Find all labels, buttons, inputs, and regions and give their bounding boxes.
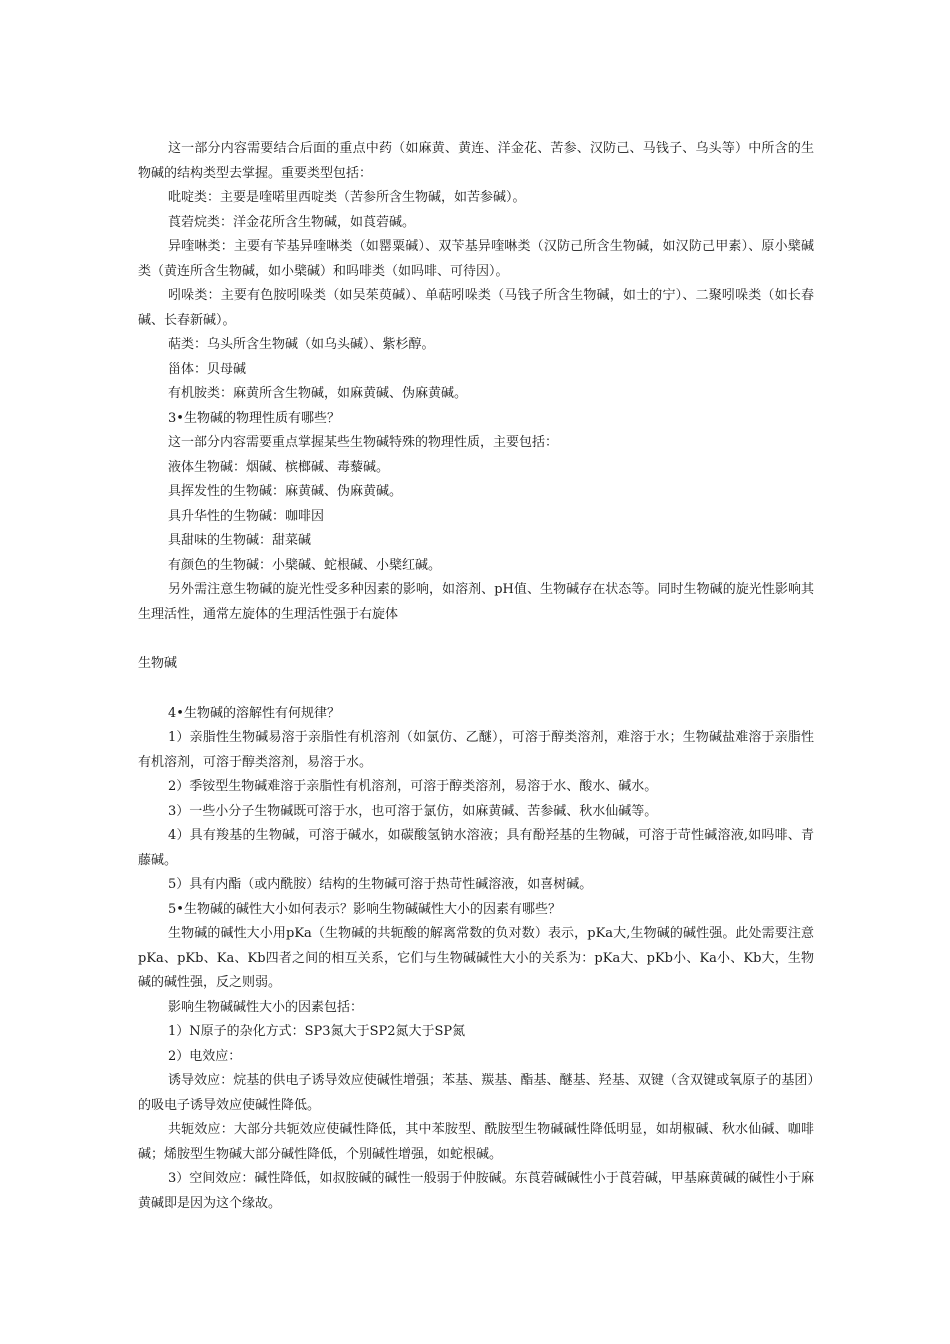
paragraph-isoquinoline: 异喹啉类：主要有苄基异喹啉类（如罂粟碱）、双苄基异喹啉类（汉防己所含生物碱，如汉防己甲素）、原小檗碱类（黄连所含生物碱，如小檗碱）和吗啡类（如吗啡、可待因）。 — [138, 239, 814, 279]
paragraph-volatile-alkaloids: 具挥发性的生物碱：麻黄碱、伪麻黄碱。 — [168, 484, 403, 499]
question-4-heading: 4•生物碱的溶解性有何规律？ — [168, 705, 340, 721]
question-5-heading: 5•生物碱的碱性大小如何表示？影响生物碱碱性大小的因素有哪些？ — [168, 901, 561, 917]
paragraph-sweet-alkaloids: 具甜味的生物碱：甜菜碱 — [168, 533, 312, 548]
paragraph-structure-intro: 这一部分内容需要结合后面的重点中药（如麻黄、黄连、洋金花、苦参、汉防己、马钱子、乌头等）中所含的生物碱的结构类型去掌握。重要类型包括： — [138, 141, 814, 181]
paragraph-steroid: 甾体：贝母碱 — [168, 361, 247, 377]
paragraph-liquid-alkaloids: 液体生物碱：烟碱、槟榔碱、毒藜碱。 — [168, 459, 390, 475]
paragraph-physical-intro: 这一部分内容需要重点掌握某些生物碱特殊的物理性质，主要包括： — [168, 435, 559, 450]
paragraph-inductive-effect: 诱导效应：烷基的供电子诱导效应使碱性增强；苯基、羰基、酯基、醚基、羟基、双键（含双键或氧原子的基团）的吸电子诱导效应使碱性降低。 — [138, 1073, 814, 1113]
question-3-heading: 3•生物碱的物理性质有哪些？ — [168, 410, 340, 426]
paragraph-colored-alkaloids: 有颜色的生物碱：小檗碱、蛇根碱、小檗红碱。 — [168, 557, 442, 573]
paragraph-solubility-1: 1）亲脂性生物碱易溶于亲脂性有机溶剂（如氯仿、乙醚），可溶于醇类溶剂，难溶于水；生物碱盐难溶于亲脂性有机溶剂，可溶于醇类溶剂，易溶于水。 — [138, 730, 814, 770]
paragraph-electronic-effect: 2）电效应： — [168, 1048, 242, 1064]
paragraph-indole: 吲哚类：主要有色胺吲哚类（如吴茱萸碱）、单萜吲哚类（马钱子所含生物碱，如士的宁）、二聚吲哚类（如长春碱、长春新碱）。 — [138, 288, 814, 328]
document-body — [138, 137, 814, 1216]
paragraph-tropane: 莨菪烷类：洋金花所含生物碱，如莨菪碱。 — [168, 214, 416, 230]
paragraph-solubility-5: 5）具有内酯（或内酰胺）结构的生物碱可溶于热苛性碱溶液，如喜树碱。 — [168, 877, 593, 892]
paragraph-steric-effect: 3）空间效应：碱性降低，如叔胺碱的碱性一般弱于仲胺碱。东莨菪碱碱性小于莨菪碱，甲基麻黄碱的碱性小于麻黄碱即是因为这个缘故。 — [138, 1171, 814, 1211]
paragraph-solubility-2: 2）季铵型生物碱难溶于亲脂性有机溶剂，可溶于醇类溶剂，易溶于水、酸水、碱水。 — [168, 779, 658, 794]
paragraph-optical-rotation: 另外需注意生物碱的旋光性受多种因素的影响，如溶剂、pH值、生物碱存在状态等。同时生物碱的旋光性影响其生理活性，通常左旋体的生理活性强于右旋体 — [138, 582, 814, 622]
paragraph-factors-intro: 影响生物碱碱性大小的因素包括： — [168, 999, 364, 1015]
paragraph-conjugation-effect: 共轭效应：大部分共轭效应使碱性降低，其中苯胺型、酰胺型生物碱碱性降低明显，如胡椒碱、秋水仙碱、咖啡碱；烯胺型生物碱大部分碱性降低，个别碱性增强，如蛇根碱。 — [138, 1122, 814, 1162]
paragraph-sublimable-alkaloids: 具升华性的生物碱：咖啡因 — [168, 508, 325, 524]
paragraph-solubility-3: 3）一些小分子生物碱既可溶于水，也可溶于氯仿，如麻黄碱、苦参碱、秋水仙碱等。 — [168, 803, 658, 819]
paragraph-pka-definition: 生物碱的碱性大小用pKa（生物碱的共轭酸的解离常数的负对数）表示，pKa大,生物碱的碱性强。此处需要注意pKa、pKb、Ka、Kb四者之间的相互关系，它们与生物碱碱性大小的关系为：pKa大、pKb小、Ka小、Kb大，生物碱的碱性强，反之则弱。 — [138, 926, 814, 990]
paragraph-pyridine: 吡啶类：主要是喹喏里西啶类（苦参所含生物碱，如苦参碱）。 — [168, 190, 526, 205]
paragraph-terpenoid: 萜类：乌头所含生物碱（如乌头碱）、紫杉醇。 — [168, 337, 435, 352]
section-label-alkaloids: 生物碱 — [138, 656, 178, 671]
paragraph-hybridization: 1）N原子的杂化方式：SP3氮大于SP2氮大于SP氮 — [168, 1024, 466, 1039]
paragraph-solubility-4: 4）具有羧基的生物碱，可溶于碱水，如碳酸氢钠水溶液；具有酚羟基的生物碱，可溶于苛性碱溶液,如吗啡、青藤碱。 — [138, 828, 814, 868]
paragraph-organic-amine: 有机胺类：麻黄所含生物碱，如麻黄碱、伪麻黄碱。 — [168, 386, 468, 401]
